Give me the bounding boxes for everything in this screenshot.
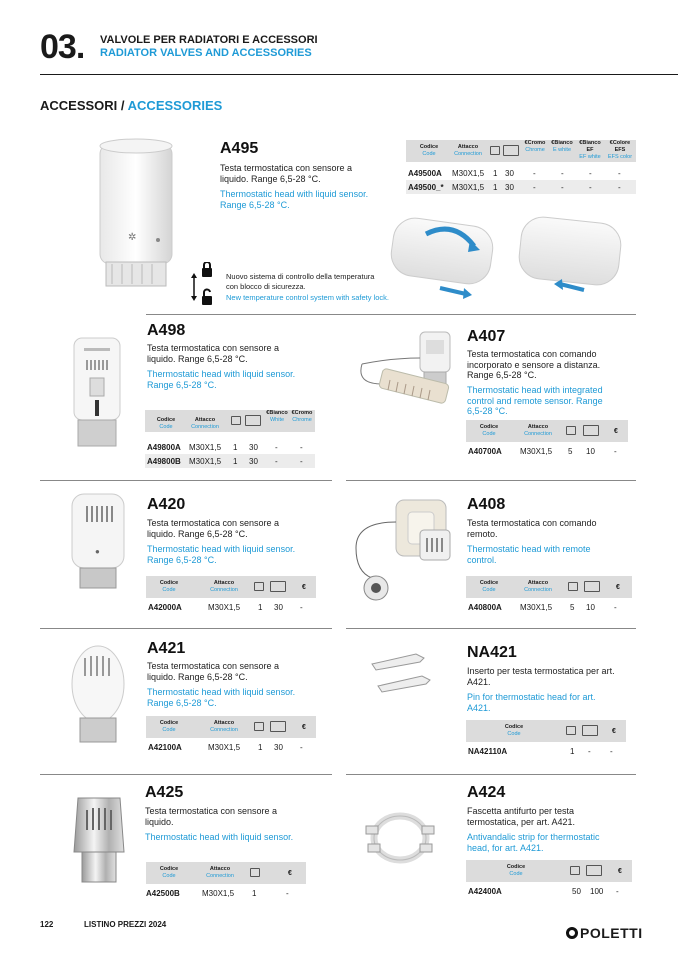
box-icon xyxy=(566,426,576,435)
carton-icon xyxy=(583,425,599,436)
safety-lock-illustration xyxy=(386,210,638,302)
product-desc-it-a424: Fascetta antifurto per testa termostatica, per art. A421. xyxy=(467,806,576,827)
box-icon xyxy=(566,726,576,735)
divider xyxy=(346,628,636,629)
box-icon xyxy=(254,582,264,591)
price-list-label: LISTINO PREZZI 2024 xyxy=(84,920,167,929)
chapter-title-it: VALVOLE PER RADIATORI E ACCESSORI xyxy=(100,34,318,46)
divider xyxy=(40,774,332,775)
product-desc-it-a498: Testa termostatica con sensore a liquido. Range 6,5-28 °C. xyxy=(147,343,280,364)
pin-insert-na421-image xyxy=(366,648,436,696)
carton-icon xyxy=(245,415,261,426)
svg-text:✲: ✲ xyxy=(128,232,137,243)
price-table-a424 xyxy=(466,860,632,898)
price-table-na421 xyxy=(466,720,626,758)
product-code-a408: A408 xyxy=(467,496,506,513)
product-desc-en-a421: Thermostatic head with liquid sensor. Range 6,5-28 °C. xyxy=(147,687,296,708)
table-header: Codice Code Attacco Connection € xyxy=(466,576,632,598)
price-table-a495 xyxy=(406,140,636,194)
product-desc-en-a408: Thermostatic head with remote control. xyxy=(467,544,591,565)
price-table-a425 xyxy=(146,862,306,900)
table-row: A42000A M30X1,5 1 30 - xyxy=(148,603,303,612)
carton-icon xyxy=(270,581,286,592)
carton-icon xyxy=(586,865,602,876)
product-code-a498: A498 xyxy=(147,322,186,339)
price-table-a420 xyxy=(146,576,316,614)
thermostatic-head-a421-image xyxy=(68,644,128,748)
product-code-a407: A407 xyxy=(467,328,506,345)
price-table-a408 xyxy=(466,576,632,614)
product-desc-en-a425: Thermostatic head with liquid sensor. xyxy=(145,832,294,842)
product-desc-en-a495: Thermostatic head with liquid sensor. Range 6,5-28 °C. xyxy=(220,189,369,210)
table-header: Codice Code Attacco Connection € xyxy=(146,576,316,598)
table-row: A42500B M30X1,5 1 - xyxy=(146,889,289,898)
product-code-a420: A420 xyxy=(147,496,186,513)
chapter-title-en: RADIATOR VALVES AND ACCESSORIES xyxy=(100,47,312,59)
table-header: Codice Code Attacco Connection € xyxy=(146,862,306,884)
page-number: 122 xyxy=(40,920,54,929)
table-row: A49500A M30X1,5 1 30 - - - - xyxy=(408,169,621,178)
divider xyxy=(346,774,636,775)
product-code-a424: A424 xyxy=(467,784,506,801)
thermostatic-head-a407-image xyxy=(352,328,464,424)
product-desc-en-na421: Pin for thermostatic head for art. A421. xyxy=(467,692,596,713)
table-row: A40700A M30X1,5 5 10 - xyxy=(468,447,617,456)
carton-icon xyxy=(584,581,600,592)
table-row: NA42110A 1 - - xyxy=(468,747,613,756)
svg-text:●: ● xyxy=(95,547,100,556)
table-row: A42100A M30X1,5 1 30 - xyxy=(148,743,303,752)
carton-icon xyxy=(503,145,519,156)
product-desc-it-a421: Testa termostatica con sensore a liquido. Range 6,5-28 °C. xyxy=(147,661,280,682)
table-header: Codice Code Attacco Connection €Cromo Chrome €Bianco E white €Bianco EF EF white €Colore EFS EFS color xyxy=(406,140,636,162)
price-table-a407 xyxy=(466,420,628,458)
box-icon xyxy=(568,582,578,591)
chapter-number: 03. xyxy=(40,28,85,66)
table-header: Codice Code Attacco Connection € xyxy=(146,716,316,738)
carton-icon xyxy=(270,721,286,732)
product-code-a421: A421 xyxy=(147,640,186,657)
box-icon xyxy=(254,722,264,731)
safety-note-it: Nuovo sistema di controllo della temperatura con blocco di sicurezza. xyxy=(226,272,375,291)
divider xyxy=(346,480,636,481)
divider xyxy=(40,480,332,481)
product-desc-en-a420: Thermostatic head with liquid sensor. Range 6,5-28 °C. xyxy=(147,544,296,565)
section-title: ACCESSORI / ACCESSORIES xyxy=(40,98,223,113)
table-header: Codice Code Attacco Connection € xyxy=(466,420,628,442)
thermostatic-head-a425-image xyxy=(68,792,130,892)
product-desc-it-a407: Testa termostatica con comando incorporato e sensore a distanza. Range 6,5-28 °C. xyxy=(467,349,601,380)
product-desc-it-na421: Inserto per testa termostatica per art. A421. xyxy=(467,666,615,687)
header-divider xyxy=(40,74,678,75)
product-desc-en-a407: Thermostatic head with integrated control and remote sensor. Range 6,5-28 °C. xyxy=(467,385,603,416)
logo-mark-icon xyxy=(566,927,578,939)
thermostatic-head-a408-image xyxy=(346,492,462,604)
thermostatic-head-a420-image xyxy=(66,490,130,594)
product-desc-en-a424: Antivandalic strip for thermostatic head, for art. A421. xyxy=(467,832,600,853)
product-desc-it-a495: Testa termostatica con sensore a liquido. Range 6,5-28 °C. xyxy=(220,163,353,184)
table-row: A42400A 50 100 - xyxy=(468,887,619,896)
price-table-a421 xyxy=(146,716,316,754)
divider xyxy=(146,314,636,315)
thermostatic-head-a498-image xyxy=(66,334,130,454)
table-header: Codice Code Attacco Connection €Bianco White €Cromo Chrome xyxy=(145,410,315,432)
antivandalic-strip-a424-image xyxy=(360,802,440,874)
price-table-a498 xyxy=(145,410,315,468)
box-icon xyxy=(250,868,260,877)
box-icon xyxy=(490,146,500,155)
table-header: Codice Code € xyxy=(466,720,626,742)
lock-icon xyxy=(188,262,218,308)
product-code-na421: NA421 xyxy=(467,644,517,661)
table-row: A49800A M30X1,5 1 30 - - xyxy=(147,443,303,452)
product-code-a495: A495 xyxy=(220,140,259,157)
product-desc-it-a425: Testa termostatica con sensore a liquido. xyxy=(145,806,278,827)
carton-icon xyxy=(582,725,598,736)
table-row: A40800A M30X1,5 5 10 - xyxy=(468,603,617,612)
product-code-a425: A425 xyxy=(145,784,184,801)
table-row: A49800B M30X1,5 1 30 - - xyxy=(145,454,315,468)
thermostatic-head-a495-image xyxy=(92,136,182,296)
safety-note-en: New temperature control system with safety lock. xyxy=(226,293,389,302)
divider xyxy=(40,628,332,629)
table-header: Codice Code € xyxy=(466,860,632,882)
product-desc-it-a420: Testa termostatica con sensore a liquido. Range 6,5-28 °C. xyxy=(147,518,280,539)
brand-logo: POLETTI xyxy=(566,925,643,941)
product-desc-en-a498: Thermostatic head with liquid sensor. Range 6,5-28 °C. xyxy=(147,369,296,390)
box-icon xyxy=(231,416,241,425)
table-row: A49500_* M30X1,5 1 30 - - - - xyxy=(406,180,636,194)
box-icon xyxy=(570,866,580,875)
product-desc-it-a408: Testa termostatica con comando remoto. xyxy=(467,518,597,539)
